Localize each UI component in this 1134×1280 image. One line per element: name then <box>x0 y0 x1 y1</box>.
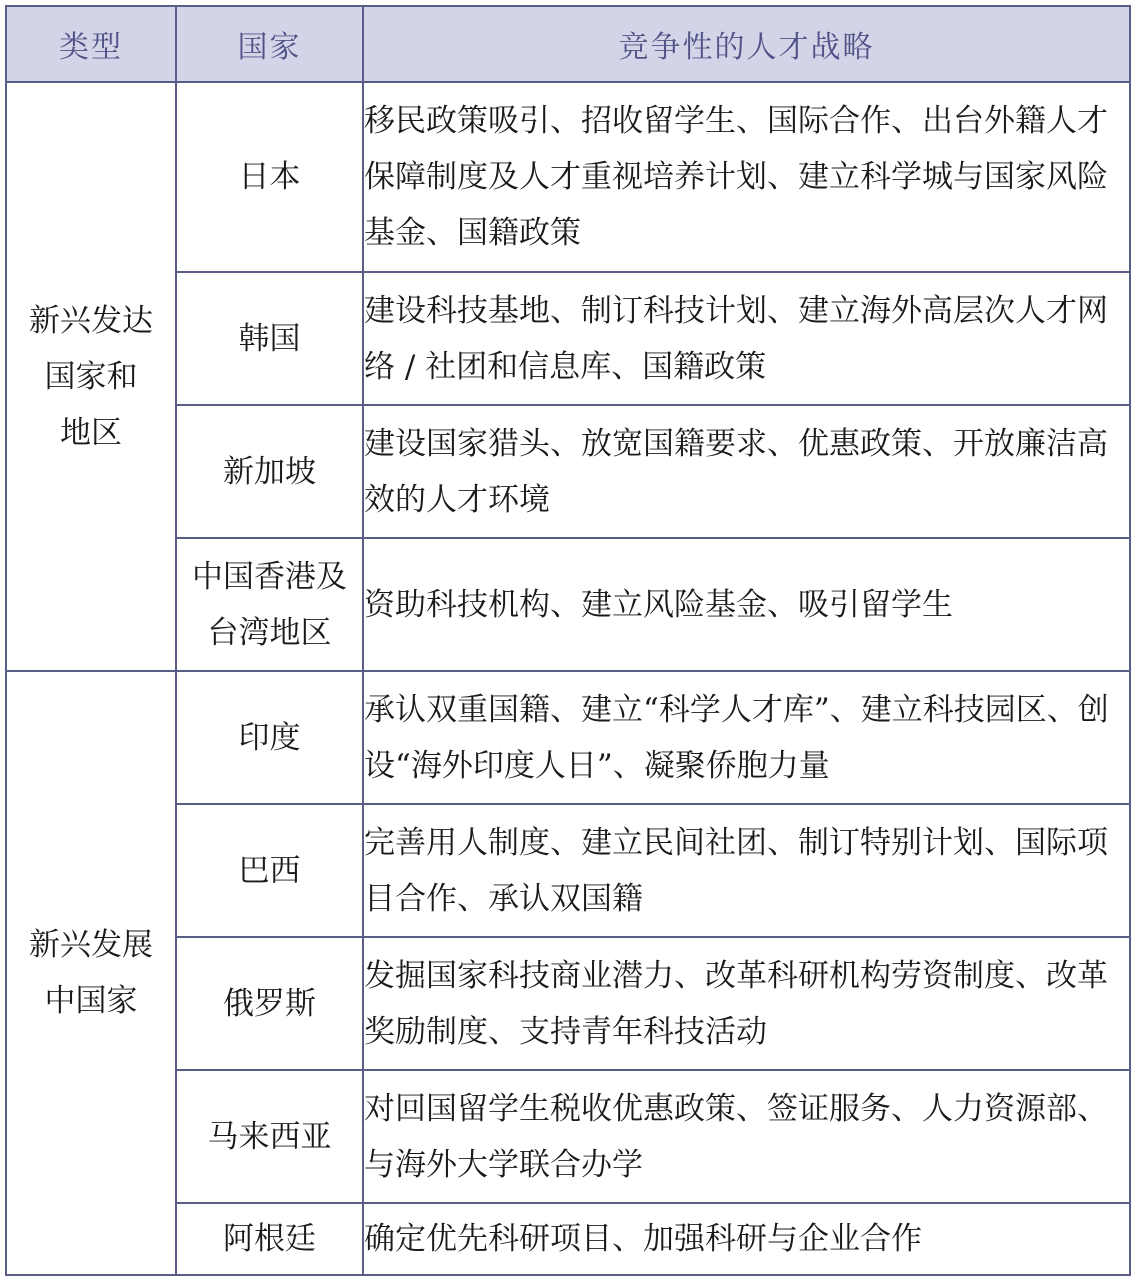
strategy-cell: 建设国家猎头、放宽国籍要求、优惠政策、开放廉洁高效的人才环境 <box>363 405 1130 538</box>
strategy-cell: 发掘国家科技商业潜力、改革科研机构劳资制度、改革奖励制度、支持青年科技活动 <box>363 937 1130 1070</box>
strategy-cell: 资助科技机构、建立风险基金、吸引留学生 <box>363 538 1130 671</box>
country-cell: 韩国 <box>176 272 363 405</box>
talent-strategy-table <box>5 5 1131 1276</box>
country-cell: 俄罗斯 <box>176 937 363 1070</box>
table-row <box>6 671 1130 804</box>
header-strategy: 竞争性的人才战略 <box>363 6 1130 82</box>
type-cell-developed <box>6 82 176 671</box>
country-cell: 中国香港及台湾地区 <box>176 538 363 671</box>
country-cell: 印度 <box>176 671 363 804</box>
strategy-cell: 移民政策吸引、招收留学生、国际合作、出台外籍人才保障制度及人才重视培养计划、建立科学城与国家风险基金、国籍政策 <box>363 82 1130 272</box>
strategy-cell: 确定优先科研项目、加强科研与企业合作 <box>363 1203 1130 1275</box>
country-cell: 马来西亚 <box>176 1070 363 1203</box>
country-cell: 新加坡 <box>176 405 363 538</box>
strategy-cell: 承认双重国籍、建立“科学人才库”、建立科技园区、创设“海外印度人日”、凝聚侨胞力量 <box>363 671 1130 804</box>
table-row <box>6 82 1130 272</box>
type-cell-developing <box>6 671 176 1275</box>
type-line: 中国家 <box>44 983 138 1019</box>
country-cell: 巴西 <box>176 804 363 937</box>
header-type: 类型 <box>6 6 176 82</box>
type-line: 地区 <box>60 414 122 451</box>
strategy-cell: 完善用人制度、建立民间社团、制订特别计划、国际项目合作、承认双国籍 <box>363 804 1130 937</box>
country-cell: 日本 <box>176 82 363 272</box>
type-line: 新兴发达 <box>29 302 153 339</box>
type-line: 国家和 <box>44 358 138 395</box>
strategy-cell: 建设科技基地、制订科技计划、建立海外高层次人才网络 / 社团和信息库、国籍政策 <box>363 272 1130 405</box>
header-country: 国家 <box>176 6 363 82</box>
type-line: 新兴发展 <box>29 927 153 963</box>
header-row <box>6 6 1130 82</box>
strategy-cell: 对回国留学生税收优惠政策、签证服务、人力资源部、与海外大学联合办学 <box>363 1070 1130 1203</box>
country-cell: 阿根廷 <box>176 1203 363 1275</box>
